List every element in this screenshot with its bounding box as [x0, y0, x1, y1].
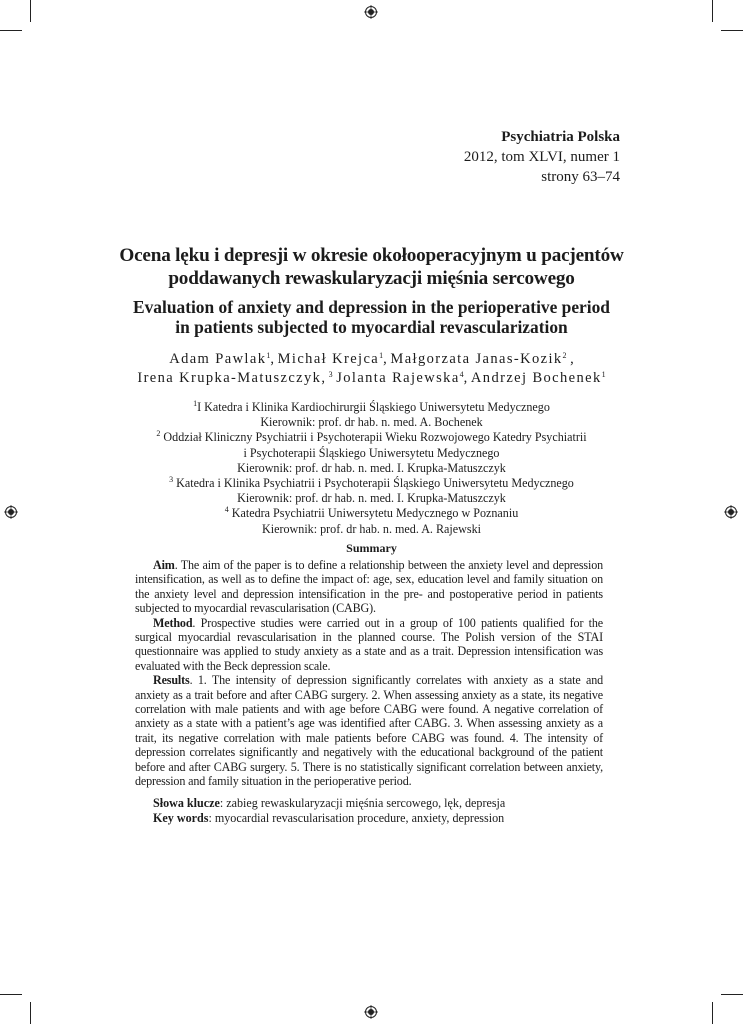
summary-heading: Summary [346, 541, 397, 555]
crop-mark [712, 0, 713, 22]
crop-mark [0, 30, 22, 31]
affiliation-line [80, 506, 663, 521]
affiliation-text: Oddział Kliniczny Psychiatrii i Psychoterapii Wieku Rozwojowego Katedry Psychiatrii [163, 430, 587, 445]
affiliation-text: Kierownik: prof. dr hab. n. med. A. Bochenek [260, 415, 483, 430]
affiliation-number: 3 [169, 475, 174, 485]
summary-text: . Prospective studies were carried out in a group of 100 patients qualified for the surgical myocardial revascularisation in the planned course. The Polish version of the STAI questionnaire was applied to study anxiety as a state and as a trait. Depression intensification was evaluated with the Beck depression scale. [135, 615, 603, 673]
affiliation-line [80, 461, 663, 476]
crop-mark [30, 0, 31, 22]
crop-mark [721, 994, 743, 995]
keywords-text: : myocardial revascularisation procedure, anxiety, depression [208, 811, 505, 825]
summary-paragraph [135, 616, 603, 674]
author-affiliation-number: 2 [562, 351, 567, 360]
crop-mark [0, 994, 22, 995]
registration-mark-icon [4, 505, 18, 519]
summary-paragraph [135, 558, 603, 616]
author-separator: , [321, 370, 329, 386]
journal-pages: strony 63–74 [541, 169, 620, 185]
affiliation-line [80, 476, 663, 491]
affiliation-line [80, 522, 663, 537]
keywords-label: Słowa klucze [153, 796, 220, 810]
author-affiliation-number: 4 [459, 370, 464, 379]
crop-mark [721, 30, 743, 31]
author-name: Jolanta Rajewska [336, 370, 460, 386]
author-separator: , [570, 351, 574, 367]
keywords-label: Key words [153, 811, 209, 825]
affiliation-text: Katedra Psychiatrii Uniwersytetu Medycznego w Poznaniu [231, 506, 519, 521]
title-polish-line: poddawanych rewaskularyzacji mięśnia sercowego [168, 268, 575, 289]
affiliation-line [80, 415, 663, 430]
author-affiliation-number: 1 [266, 351, 271, 360]
journal-header [300, 127, 620, 187]
summary-label: Aim [153, 558, 175, 572]
summary-paragraph [135, 673, 603, 788]
title-english [60, 297, 683, 337]
affiliation-text: Kierownik: prof. dr hab. n. med. A. Rajewski [262, 521, 481, 536]
author-name: Irena Krupka-Matuszczyk [137, 370, 322, 386]
keywords-text: : zabieg rewaskularyzacji mięśnia sercowego, lęk, depresja [219, 796, 506, 810]
summary-label: Method [153, 615, 193, 630]
keywords-block [153, 796, 623, 826]
affiliation-line [80, 400, 663, 415]
affiliation-text: Kierownik: prof. dr hab. n. med. I. Krupka-Matuszczyk [237, 460, 506, 475]
registration-mark-icon [364, 1005, 378, 1019]
author-list [60, 350, 683, 388]
affiliation-number: 2 [156, 429, 161, 439]
registration-mark-icon [364, 5, 378, 19]
affiliation-text: Kierownik: prof. dr hab. n. med. I. Krupka-Matuszczyk [237, 491, 506, 506]
author-affiliation-number: 1 [601, 370, 606, 379]
affiliation-line [80, 446, 663, 461]
crop-mark [30, 1002, 31, 1024]
summary-text: . 1. The intensity of depression significantly correlates with anxiety as a state and anxiety as a trait before and after CABG surgery. 2. When assessing anxiety as a state, its negative correlation with male patients and with age before CABG were found. A negative correlation of anxiety as a state with a patient’s age was identified after CABG. 3. When assessing anxiety as a trait, its negative correlation with male patients before CABG was found. 4. The intensity of depression correlates significantly and negatively with the educational background of the patient before and after CABG surgery. 5. There is no statistically significant correlation between anxiety, depression and family situation in the perioperative period. [135, 673, 603, 789]
author-affiliation-number: 3 [328, 370, 333, 379]
affiliation-number: 4 [224, 505, 229, 515]
author-line [60, 369, 683, 388]
affiliation-text: I Katedra i Klinika Kardiochirurgii Śląskiego Uniwersytetu Medycznego [197, 400, 550, 414]
title-polish [60, 244, 683, 290]
keywords-polish [153, 796, 623, 811]
affiliation-text: i Psychoterapii Śląskiego Uniwersytetu Medycznego [243, 445, 500, 460]
author-affiliation-number: 1 [379, 351, 384, 360]
author-name: Andrzej Bochenek [470, 370, 602, 386]
affiliation-text: Katedra i Klinika Psychiatrii i Psychoterapii Śląskiego Uniwersytetu Medycznego [176, 476, 574, 491]
summary-label: Results [153, 673, 190, 688]
author-line [60, 350, 683, 369]
journal-volume: 2012, tom XLVI, numer 1 [463, 149, 620, 165]
author-name: Adam Pawlak [169, 351, 267, 367]
affiliation-line [80, 491, 663, 506]
journal-name: Psychiatria Polska [501, 129, 620, 145]
title-english-line: in patients subjected to myocardial revascularization [175, 317, 568, 337]
summary-body [135, 558, 603, 789]
affiliation-line [80, 430, 663, 445]
title-english-line: Evaluation of anxiety and depression in the perioperative period [133, 297, 610, 317]
affiliation-number: 1 [193, 399, 198, 408]
summary-text: . The aim of the paper is to define a relationship between the anxiety level and depression intensification, as well as to define the impact of: age, sex, education level and family situation on the anxiety level and depression intensification in the pre- and postoperative period in patients subjected to myocardial revascularisation (CABG). [135, 558, 603, 616]
author-separator: , [383, 351, 391, 367]
registration-mark-icon [724, 505, 738, 519]
author-name: Małgorzata Janas-Kozik [390, 351, 563, 367]
keywords-english [153, 811, 623, 826]
title-polish-line: Ocena lęku i depresji w okresie okołooperacyjnym u pacjentów [119, 245, 624, 266]
author-name: Michał Krejca [277, 351, 380, 367]
affiliation-list [80, 400, 663, 537]
author-separator: , [463, 370, 471, 386]
crop-mark [712, 1002, 713, 1024]
author-separator: , [270, 351, 278, 367]
